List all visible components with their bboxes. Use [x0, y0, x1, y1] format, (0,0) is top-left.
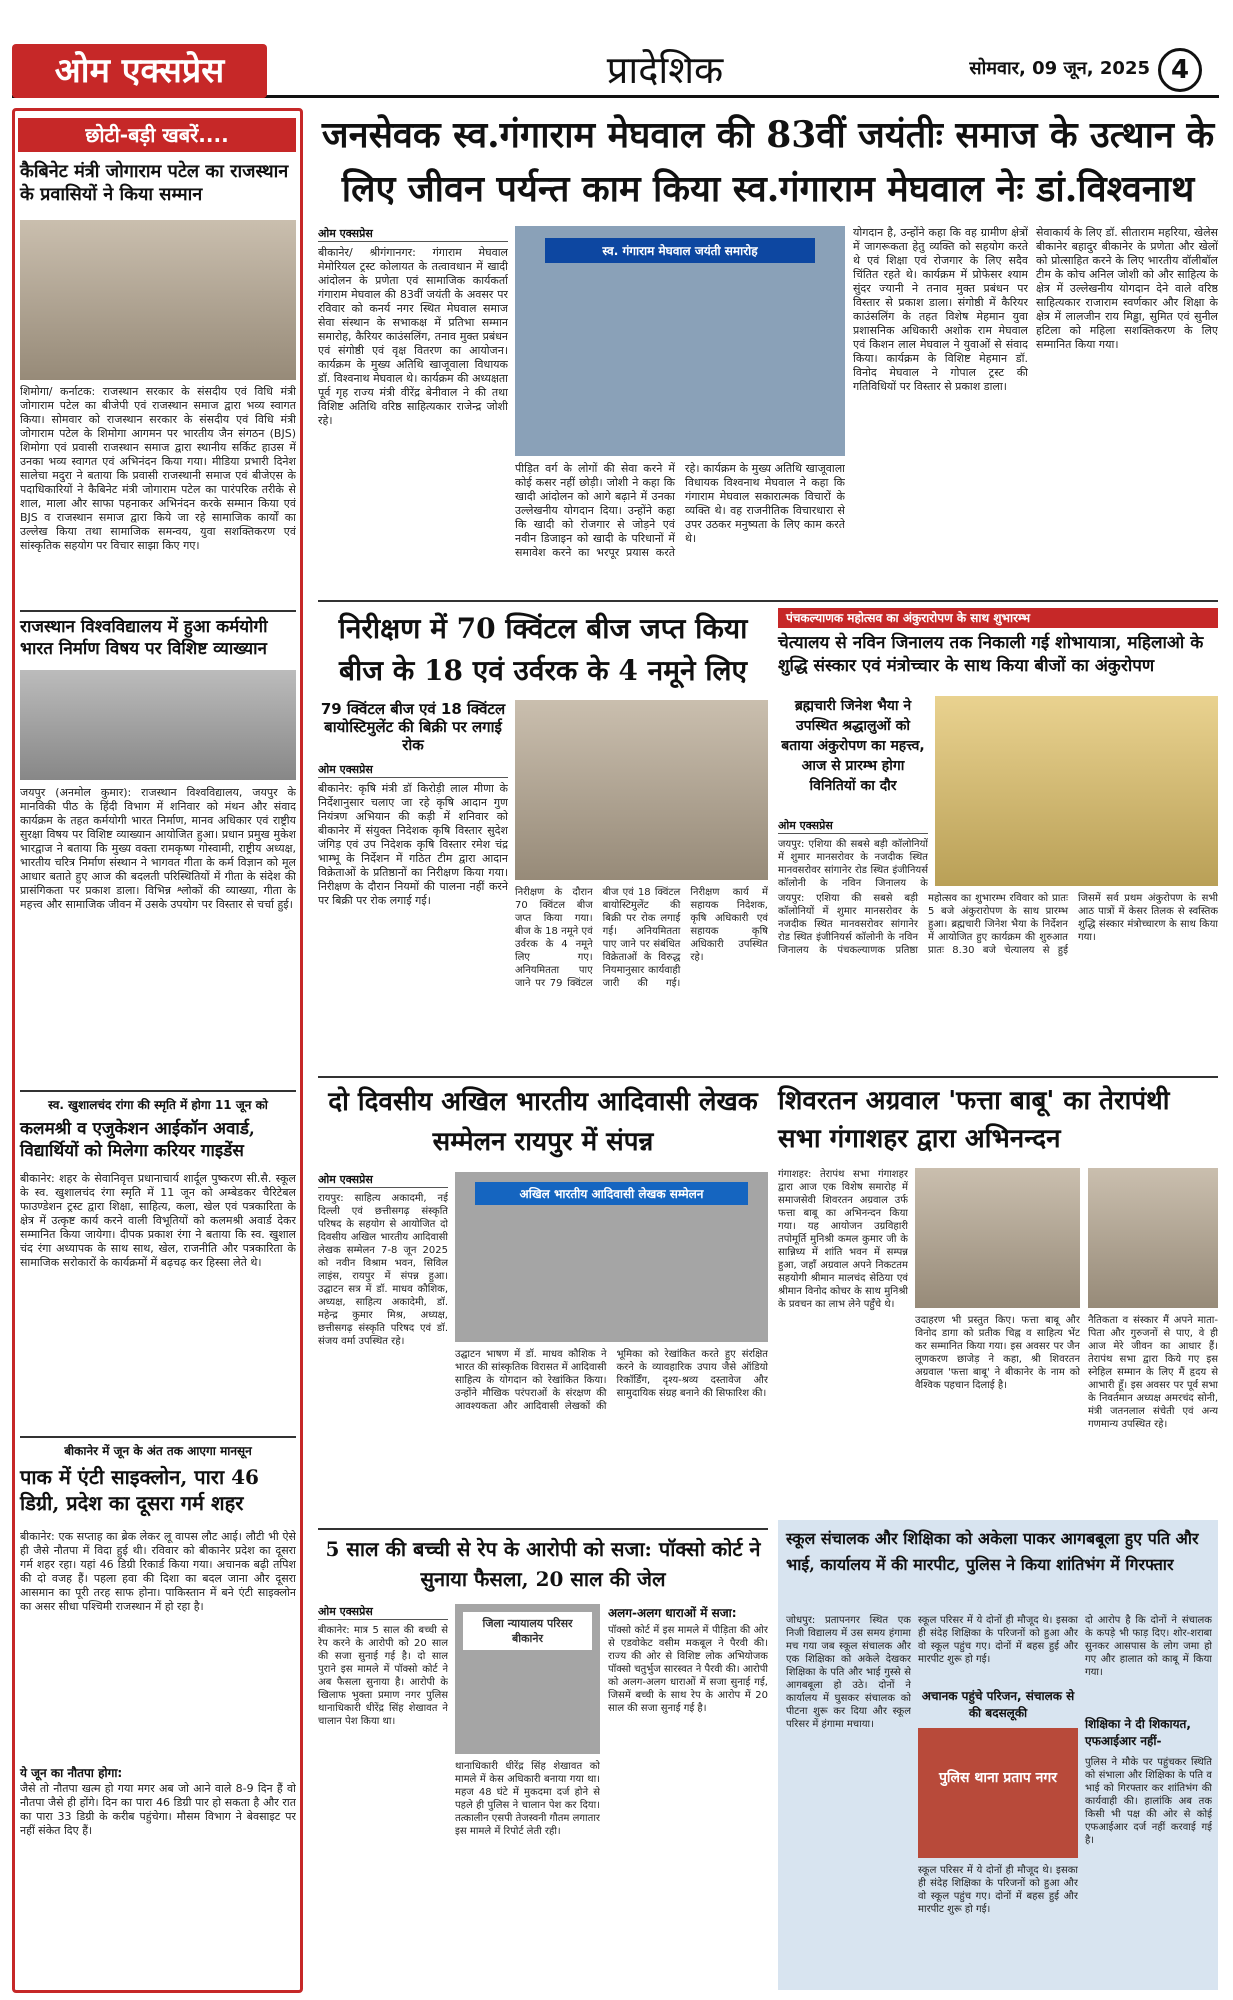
divider: [318, 1528, 768, 1530]
court-sign: जिला न्यायालय परिसर बीकानेर: [463, 1612, 592, 1650]
seed-body: बीकानेर: कृषि मंत्री डॉ किरोड़ी लाल मीणा के निर्देशानुसार चलाए जा रहे कृषि आदान गुण नियंत्रण अभियान की कड़ी में शनिवार को बीकानेर में संयुक्त निदेशक कृषि विस्तार सुदेश जंगिड़ एवं उप निदेशक कृषि विस्तार रमेश चंद्र भाम्भू के निर्देशन में गठित टीम द्वारा आदान विक्रेताओं के प्रतिष्ठानों का निरीक्षण किया गया। निरीक्षण के दौरान नियमों की पालना नहीं करने पर बिक्री पर रोक लगाई गई।: [318, 782, 508, 907]
adivasi-body: रायपुर: साहित्य अकादमी, नई दिल्ली एवं छत्तीसगढ़ संस्कृति परिषद के सहयोग से आयोजित दो दिवसीय अखिल भारतीय आदिवासी लेखक सम्मेलन 7-8 जून 2025 को नवीन विश्राम भवन, सिविल लाइंस, रायपुर में संपन्न हुआ। उद्घाटन सत्र में डॉ. माधव कौशिक, अध्यक्ष, साहित्य अकादेमी, डॉ. महेन्द्र कुमार मिश्र, अध्यक्ष, छत्तीसगढ़ संस्कृति परिषद एवं डॉ. संजय वर्मा उपस्थित रहे।: [318, 1193, 448, 1347]
seed-subheadline: 79 क्विंटल बीज एवं 18 क्विंटल बायोस्टिमुलेंट की बिक्री पर लगाई रोक: [320, 700, 506, 754]
lead-body: पीड़ित वर्ग के लोगों की सेवा करने में कोई कसर नहीं छोड़ी। जोशी ने कहा कि खादी आंदोलन को आगे बढ़ाने में उनका उल्लेखनीय योगदान दिया। उन्होंने कहा कि खादी को रोजगार से जोड़ने एवं नवीन डिजाइन को खादी के परिधानों में समावेश करने का भरपूर प्रयास करते रहे। कार्यक्रम के मुख्य अतिथि खाजूवाला विधायक विश्वनाथ मेघवाल ने कहा कि गंगाराम मेघवाल सकारात्मक विचारों के व्यक्ति थे। वह राजनीतिक विचारधारा से उपर उठकर मनुष्यता के लिए काम करते थे।: [515, 462, 845, 559]
divider: [20, 610, 296, 612]
story-body: शिमोगा/ कर्नाटक: राजस्थान सरकार के संसदीय एवं विधि मंत्री जोगाराम पटेल का बीजेपी एवं राजस्थान समाज द्वारा भव्य स्वागत किया। सोमवार को राजस्थान सरकार के संसदीय एवं विधि मंत्री जोगाराम पटेल के शिमोगा आगमन पर भारतीय जैन संगठन (BJS) शिमोगा एवं प्रवासी राजस्थान समाज द्वारा स्थानीय सर्किट हाउस में उनका भव्य स्वागत एवं अभिनंदन किया गया। मीडिया प्रभारी दिनेश सालेचा मदुरा ने बताया कि प्रवासी राजस्थानी समाज एवं बीजेएस के पदाधिकारियों ने कैबिनेट मंत्री जोगाराम पटेल का पारंपरिक तरीके से शाल, माला और साफा पहनाकर अभिनंदन करके सम्मान किया एवं BJS व राजस्थान समाज द्वारा किये जा रहे सामाजिक कार्यों का उल्लेख किया तथा सामाजिक समन्वय, युवा सशक्तिकरण एवं सांस्कृतिक सहयोग पर विचार साझा किए गए।: [20, 385, 296, 552]
brand-logo: ओम एक्सप्रेस: [12, 44, 267, 98]
adivasi-headline: दो दिवसीय अखिल भारतीय आदिवासी लेखक सम्मेलन रायपुर में संपन्न: [328, 1087, 758, 1157]
story-kicker: पंचकल्याणक महोत्सव का अंकुरारोपण के साथ शुभारम्भ: [778, 608, 1218, 628]
divider: [318, 1076, 1218, 1078]
photo-banner: स्व. गंगाराम मेघवाल जयंती समारोह: [545, 238, 815, 263]
divider: [20, 1090, 296, 1092]
story-photo: [935, 696, 1218, 886]
story-subhead: ये जून का नौतपा होगा:: [20, 1766, 123, 1780]
school-body: स्कूल परिसर में ये दोनों ही मौजूद थे। इसका ही संदेह शिक्षिका के परिजनों को हुआ और वो स्कूल पहुंच गए। दोनों में बहस हुई और मारपीट शुरू हो गई।: [918, 1615, 1078, 1665]
byline: ओम एक्सप्रेस: [318, 226, 508, 242]
story-body: बीकानेर: शहर के सेवानिवृत्त प्रधानाचार्य शार्दूल पुष्करण सी.सै. स्कूल के स्व. खुशालचंद रंगा स्मृति में 11 जून को अम्बेडकर चैरिटेबल फाउण्डेशन ट्रस्ट द्वारा शिक्षा, साहित्य, कला, खेल एवं पत्रकारिता के क्षेत्र में उत्कृष्ट कार्य करने वाली विभूतियों को कलमश्री अवार्ड देकर सम्मानित किया जायेगा। दीपक प्रकाश रंगा ने बताया कि स्व. खुशाल चंद रंगा अध्यापक के साथ साथ, खेल, राजनीति और पत्रकारिता के सामाजिक सरोकारों के कार्यक्रमों में बढ़चढ़ कर हिस्सा लेते थे।: [20, 1172, 296, 1269]
story-body: जयपुर (अनमोल कुमार): राजस्थान विश्वविद्यालय, जयपुर के मानविकी पीठ के हिंदी विभाग में शनिवार को मंथन और संवाद कार्यक्रम के तहत कर्मयोगी भारत निर्माण, मानव अधिकार एवं राष्ट्रीय सुरक्षा विषय पर विशिष्ट व्याख्यान आयोजित हुआ। प्रधान प्रमुख मुकेश भारद्वाज ने बताया कि मुख्य वक्ता रामकृष्ण गोस्वामी, राष्ट्रीय अध्यक्ष, भारतीय चरित्र निर्माण संस्थान ने भागवत गीता के कर्म विज्ञान को मूल आधार बताते हुए आज की बदलती परिस्थितियों में गीता के संदेश की प्रासंगिकता पर प्रकाश डाला। विभिन्न श्लोकों की व्याख्या, गीता के महत्त्व और सामाजिक जीवन में उसके उपयोग पर विस्तार से चर्चा हुई।: [20, 786, 296, 911]
story-photo: [20, 670, 296, 780]
story-headline: राजस्थान विश्वविद्यालय में हुआ कर्मयोगी भारत निर्माण विषय पर विशिष्ट व्याख्यान: [20, 617, 268, 659]
shivratan-body: गंगाशहर: तेरापंथ सभा गंगाशहर द्वारा आज एक विशेष समारोह में समाजसेवी शिवरतन अग्रवाल उर्फ फत्ता बाबू का अभिनन्दन किया गया। यह आयोजन उग्रविहारी तपोमूर्ति मुनिश्री कमल कुमार जी के सान्निध्य में शांति भवन में सम्पन्न हुआ, जहाँ अग्रवाल अपने निकटतम सहयोगी श्रीमान मालचंद सेठिया एवं श्रीमान विनोद कोचर के साथ मुनिश्री के प्रवचन का लाभ लेने पहुँचे थे।: [778, 1169, 908, 1310]
shivratan-body: उदाहरण भी प्रस्तुत किए। फत्ता बाबू और विनोद डागा को प्रतीक चिह्न व साहित्य भेंट कर सम्मानित किया गया। इस अवसर पर जैन लूणकरण छाजेड़ ने कहा, श्री शिवरतन अग्रवाल 'फत्ता बाबू' ने बीकानेर के नाम को वैश्विक पहचान दिलाई है।: [915, 1315, 1080, 1391]
court-body: पॉक्सो कोर्ट में इस मामले में पीड़िता की ओर से एडवोकेट वसीम मकबूल ने पैरवी की। राज्य की ओर से विशिष्ट लोक अभियोजक पॉक्सो चतुर्भुज सारस्वत ने पैरवी की। आरोपी को अलग-अलग धाराओं में सजा सुनाई गई, जिसमें बच्ची के साथ रेप के आरोप में 20 साल की सजा सुनाई गई है।: [608, 1625, 768, 1714]
photo-banner: अखिल भारतीय आदिवासी लेखक सम्मेलन: [475, 1182, 748, 1205]
shivratan-headline: शिवरतन अग्रवाल 'फत्ता बाबू' का तेरापंथी सभा गंगाशहर द्वारा अभिनन्दन: [778, 1086, 1170, 1154]
story-subhead: अचानक पहुंचे परिजन, संचालक से की बदसलूकी: [921, 1689, 1075, 1720]
story-kicker: स्व. खुशालचंद रांगा की स्मृति में होगा 11 जून को: [48, 1098, 268, 1112]
adivasi-body: उद्घाटन भाषण में डॉ. माधव कौशिक ने भारत की सांस्कृतिक विरासत में आदिवासी साहित्य के योगदान को रेखांकित किया। उन्होंने मौखिक परंपराओं के संरक्षण की आवश्यकता और आदिवासी लेखकों की भूमिका को रेखांकित करते हुए संरक्षित करने के व्यावहारिक उपाय जैसे ऑडियो रिकॉर्डिंग, दृश्य-श्रव्य दस्तावेज और सामुदायिक संग्रह बनाने की सिफारिश की।: [455, 1349, 768, 1412]
lead-body: सेवाकार्य के लिए डॉ. सीताराम महरिया, खेलेस बीकानेर बहादुर बीकानेर के प्रणेता और खेलों को प्रोत्साहित करने के लिए भारतीय वॉलीबॉल टीम के कोच अनिल जोशी को और साहित्य के क्षेत्र में उल्लेखनीय योगदान देने वाले वरिष्ठ साहित्यकार राजाराम स्वर्णकार और शिक्षा के क्षेत्र में लालजीन राय मिड्ढा, सुमित एवं सुनील हटिला को महिला सशक्तिकरण के लिए सम्मानित किया गया।: [1036, 226, 1218, 351]
divider: [20, 1436, 296, 1438]
lead-body: योगदान है, उन्होंने कहा कि वह ग्रामीण क्षेत्रों में जागरूकता हेतु व्यक्ति को सहयोग करते थे एवं शिक्षा एवं रोजगार के लिए सदैव चिंतित रहते थे। कार्यक्रम में प्रोफेसर श्याम सुंदर ज्यानी ने तनाव मुक्त प्रबंधन पर विस्तार से प्रकाश डाला। संगोष्ठी में कैरियर काउंसलिंग के तहत विशेष मेहमान युवा प्रशासनिक अधिकारी अशोक राम मेघवाल एवं किशन लाल मेघवाल ने युवाओं से संवाद किया। कार्यक्रम के विशिष्ट मेहमान डॉ. विनोद मेघवाल ने गोपाल ट्रस्ट की गतिविधियों पर विस्तार से प्रकाश डाला।: [853, 226, 1028, 393]
lead-headline: जनसेवक स्व.गंगाराम मेघवाल की 83वीं जयंतीः समाज के उत्थान के लिए जीवन पर्यन्त काम किया स्व.गंगाराम मेघवाल नेः डां.विश्वनाथ: [321, 114, 1215, 210]
byline: ओम एक्सप्रेस: [318, 762, 508, 778]
shivratan-body: नैतिकता व संस्कार मैं अपने माता-पिता और गुरुजनों से पाए, वे ही आज मेरे जीवन का आधार हैं। तेरापंथ सभा द्वारा किये गए इस स्नेहिल सम्मान के लिए मैं हृदय से आभारी हूँ। इस अवसर पर पूर्व सभा के निवर्तमान अध्यक्ष अमरचंद सोनी, मंत्री जतनलाल संचेती एवं अन्य गणमान्य उपस्थित रहे।: [1088, 1315, 1218, 1430]
seed-body: निरीक्षण के दौरान 70 क्विंटल बीज जप्त किया गया। बीज के 18 नमूने एवं उर्वरक के 4 नमूने लिए गए। अनियमितता पाए जाने पर 79 क्विंटल बीज एवं 18 क्विंटल बायोस्टिमुलेंट की बिक्री पर रोक लगाई गई। अनियमितता पाए जाने पर संबंधित विक्रेताओं के विरुद्ध नियमानुसार कार्यवाही जारी की गई। निरीक्षण कार्य में सहायक निदेशक, कृषि अधिकारी एवं सहायक कृषि अधिकारी उपस्थित रहे।: [515, 887, 768, 989]
school-headline: स्कूल संचालक और शिक्षिका को अकेला पाकर आगबबूला हुए पति और भाई, कार्यालय में की मारपीट, पुलिस ने किया शांतिभंग में गिरफ्तार: [786, 1529, 1199, 1574]
story-body: जयपुर: एशिया की सबसे बड़ी कॉलोनियों में शुमार मानसरोवर के नजदीक स्थित मानवसरोवर सांगानेर रोड स्थित इंजीनियर्स कॉलोनी के नविन जिनालय के पंचकल्याणक प्रतिष्ठा महोत्सव का शुभारम्भ रविवार को प्रातः 5 बजे अंकुरारोपण के साथ प्रारम्भ हुआ। ब्रह्मचारी जिनेश भैया के निर्देशन में आयोजित हुए कार्यक्रम की शुरुआत प्रातः 8.30 बजे चेत्यालय से हुई जिसमें सर्व प्रथम अंकुरोपण के सभी आठ पात्रों में केसर तिलक से स्वस्तिक शुद्धि संस्कार मंत्रोच्चारण के साथ किया गया।: [778, 893, 1218, 956]
seed-headline: निरीक्षण में 70 क्विंटल बीज जप्त किया बीज के 18 एवं उर्वरक के 4 नमूने लिए: [338, 612, 748, 687]
pull-quote: ब्रह्मचारी जिनेश भैया ने उपस्थित श्रद्धालुओं को बताया अंकुरोपण का महत्त्व, आज से प्रारम्भ होगा विनितियों का दौर: [781, 698, 925, 794]
story-headline: कलमश्री व एजुकेशन आईकॉन अवार्ड, विद्यार्थियों को मिलेगा करियर गाइडेंस: [20, 1119, 255, 1161]
story-subhead: अलग-अलग धाराओं में सजा:: [608, 1606, 737, 1620]
left-column-header: छोटी-बड़ी खबरें....: [18, 118, 296, 152]
story-kicker: बीकानेर में जून के अंत तक आएगा मानसून: [64, 1444, 252, 1458]
court-photo: [455, 1604, 600, 1754]
shivratan-photo: [1088, 1168, 1218, 1308]
court-headline: 5 साल की बच्ची से रेप के आरोपी को सजा: पॉक्सो कोर्ट ने सुनाया फैसला, 20 साल की जेल: [325, 1537, 761, 1591]
byline: ओम एक्सप्रेस: [318, 1604, 448, 1620]
lead-photo: [515, 226, 845, 456]
adivasi-photo: [455, 1172, 768, 1342]
police-station-photo: [918, 1728, 1078, 1858]
issue-date: सोमवार, 09 जून, 2025: [969, 58, 1150, 79]
school-body: स्कूल परिसर में ये दोनों ही मौजूद थे। इसका ही संदेह शिक्षिका के परिजनों को हुआ और वो स्कूल पहुंच गए। दोनों में बहस हुई और मारपीट शुरू हो गई।: [918, 1865, 1078, 1915]
story-headline: चेत्यालय से नविन जिनालय तक निकाली गई शोभायात्रा, महिलाओ के शुद्धि संस्कार एवं मंत्रोच्चार के साथ किया बीजों का अंकुरोपण: [778, 633, 1204, 676]
byline: ओम एक्सप्रेस: [778, 818, 928, 834]
court-body: थानाधिकारी धीरेंद्र सिंह शेखावत को मामले में केस अधिकारी बनाया गया था। महज 48 घंटे में मुकदमा दर्ज होने से पहले ही पुलिस ने चालान पेश कर दिया। तत्कालीन एसपी तेजस्वनी गौतम लगातार इस मामले में रिपोर्ट लेती रही।: [455, 1761, 600, 1837]
story-body: बीकानेर: एक सप्ताह का ब्रेक लेकर लू वापस लौट आई। लौटी भी ऐसे ही जैसे नौतपा में विदा हुई थी। रविवार को बीकानेर प्रदेश का दूसरा गर्म शहर रहा। यहां 46 डिग्री रिकार्ड किया गया। अचानक बढ़ी तपिश की दो वजह हैं। पहला हवा की दिशा का बदल जाना और दूसरा आसमान का पूरी तरह साफ होना। पाकिस्तान में बने एंटी साइक्लोन का असर सीधा पश्चिमी राजस्थान में हो रहा है।: [20, 1530, 296, 1613]
divider: [318, 600, 1218, 602]
story-body-intro: जयपुर: एशिया की सबसे बड़ी कॉलोनियों में शुमार मानसरोवर के नजदीक स्थित मानवसरोवर सांगानेर रोड स्थित इंजीनियर्स कॉलोनी के नविन जिनालय के: [778, 839, 928, 888]
story-photo: [20, 220, 296, 380]
police-sign: पुलिस थाना प्रताप नगर: [938, 1770, 1058, 1786]
school-body: जोधपुर: प्रतापनगर स्थित एक निजी विद्यालय में उस समय हंगामा मच गया जब स्कूल संचालक और एक शिक्षिका को अकेले देखकर शिक्षिका के पति और भाई गुस्से से आगबबूला हो उठे। दोनों ने कार्यालय में घुसकर संचालक को पीटना शुरू कर दिया और स्कूल परिसर में हंगामा मचाया।: [786, 1615, 911, 1730]
story-subhead: शिक्षिका ने दी शिकायत, एफआईआर नहीं-: [1085, 1717, 1191, 1748]
page-number: 4: [1158, 48, 1202, 92]
story-headline: पाक में एंटी साइक्लोन, पारा 46 डिग्री, प्रदेश का दूसरा गर्म शहर: [20, 1465, 259, 1515]
shivratan-photo: [915, 1168, 1080, 1308]
school-body: पुलिस ने मौके पर पहुंचकर स्थिति को संभाला और शिक्षिका के पति व भाई को गिरफ्तार कर शांतिभंग की कार्यवाही की। हालांकि अब तक किसी भी पक्ष की ओर से कोई एफआईआर दर्ज नहीं करवाई गई है।: [1085, 1757, 1212, 1846]
story-headline: कैबिनेट मंत्री जोगाराम पटेल का राजस्थान के प्रवासियों ने किया सम्मान: [20, 161, 289, 205]
lead-body: बीकानेर/ श्रीगंगानगर: गंगाराम मेघवाल मेमोरियल ट्रस्ट कोलायत के तत्वावधान में खादी आंदोलन के प्रणेता एवं सामाजिक कार्यकर्ता गंगाराम मेघवाल की 83वीं जयंती के अवसर पर रविवार को कनर्य नगर स्थित मेघवाल समाज सेवा संस्थान के सभाकक्ष में प्रतिभा सम्मान समारोह, कैरियर काउंसलिंग, तनाव मुक्त प्रबंधन एवं संगोष्ठी एवं वृक्ष वितरण का आयोजन। कार्यक्रम के मुख्य अतिथि खाजूवाला विधायक डॉ. विश्वनाथ मेघवाल थे। कार्यक्रम की अध्यक्षता पूर्व गृह राज्य मंत्री वीरेंद्र बेनीवाल ने की तथा विशिष्ट अतिथि वरिष्ठ साहित्यकार राजेन्द्र जोशी रहे।: [318, 246, 508, 427]
section-title: प्रादेशिक: [606, 48, 724, 92]
court-body: बीकानेर: मात्र 5 साल की बच्ची से रेप करने के आरोपी को 20 साल की सजा सुनाई गई है। दो साल पुराने इस मामले में पॉक्सो कोर्ट ने अब फैसला सुनाया है। आरोपी के खिलाफ भुक्ता प्रमाण नगर पुलिस थानाधिकारी धीरेंद्र सिंह शेखावत ने चालान पेश किया था।: [318, 1625, 448, 1727]
school-body: दो आरोप है कि दोनों ने संचालक के कपड़े भी फाड़ दिए। शोर-शराबा सुनकर आसपास के लोग जमा हो गए और हालात को काबू में किया गया।: [1085, 1615, 1212, 1678]
story-body: जैसे तो नौतपा खत्म हो गया मगर अब जो आने वाले 8-9 दिन हैं वो नौतपा जैसे ही होंगे। दिन का पारा 46 डिग्री पार हो सकता है और रात का पारा 33 डिग्री के करीब पहुंचेगा। मौसम विभाग ने बेवसाइट पर नहीं संकेत दिए हैं।: [20, 1782, 296, 1837]
seed-photo: [515, 700, 768, 880]
byline: ओम एक्सप्रेस: [318, 1172, 448, 1188]
